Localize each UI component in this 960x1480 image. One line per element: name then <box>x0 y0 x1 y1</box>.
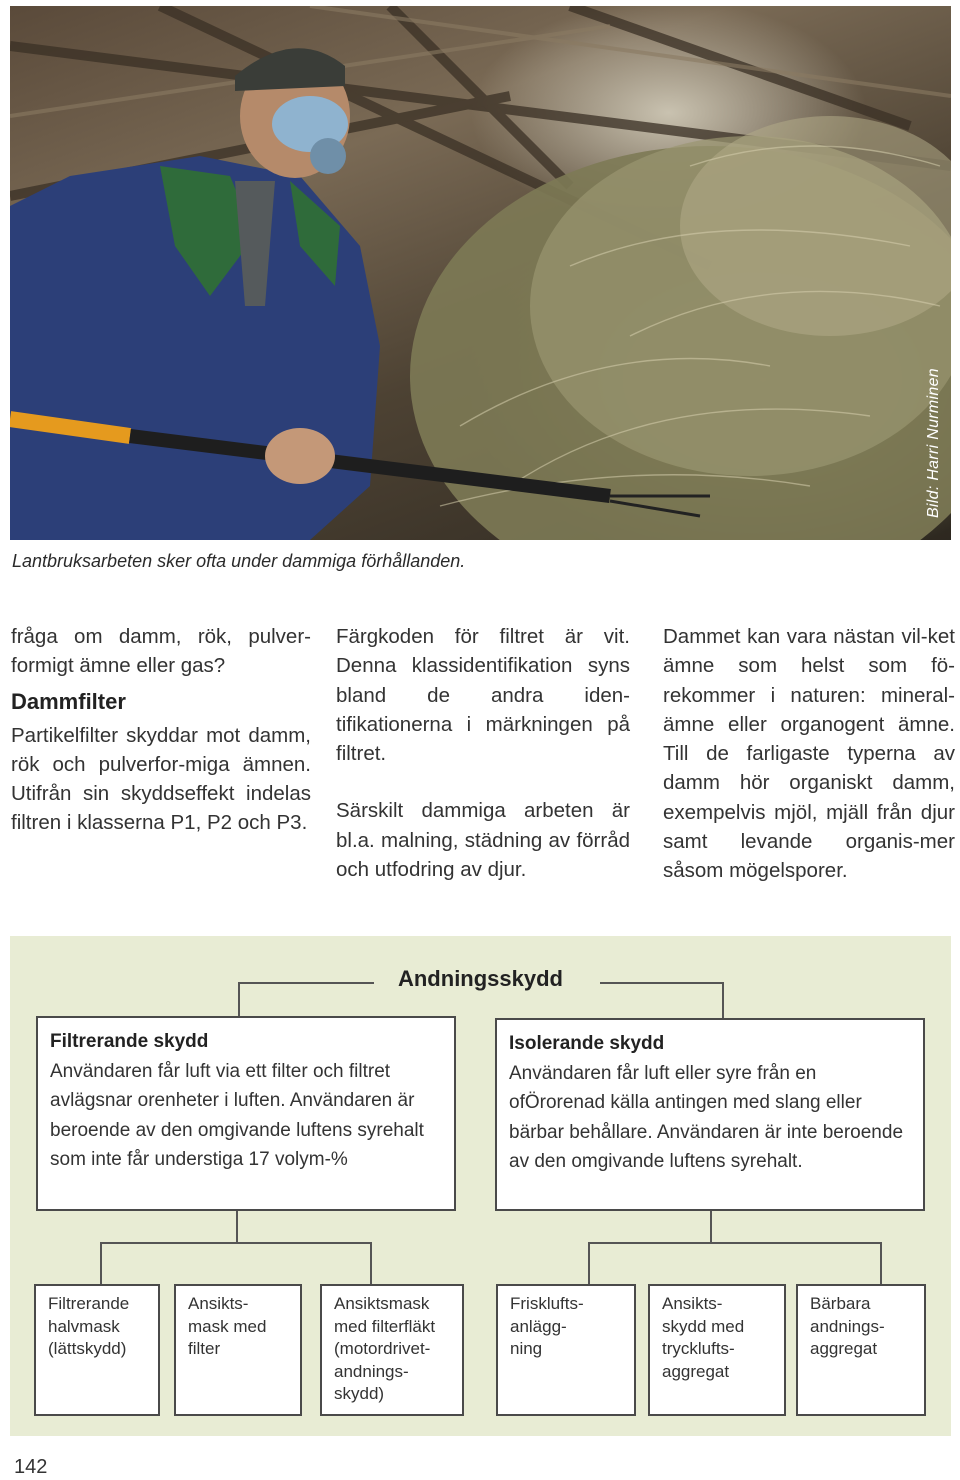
diagram-title: Andningsskydd <box>10 966 951 992</box>
text-column-1 <box>11 622 311 838</box>
photo-credit: Bild: Harri Nurminen <box>925 367 942 518</box>
text-column-2 <box>336 622 630 884</box>
type-box-ansiktsmask-filter: Ansikts- mask med filter <box>174 1284 302 1416</box>
paragraph: Färgkoden för filtret är vit. Denna klassidentifikation syns bland de andra iden-tifikationerna i märkningen på filtret. <box>336 625 630 766</box>
box-text: Användaren får luft eller syre från en ofÖrorenad källa antingen med slang eller bärbar behållare. Användaren är inte beroende av den omgivande luftens syrehalt. <box>509 1062 904 1172</box>
paragraph: Dammet kan vara nästan vil-ket ämne som helst som fö-rekommer i naturen: mineral-ämne eller organogent ämne. Till de farligaste typerna av damm hör organiskt damm, exempelvis mjöl, mjäll från djur samt levande organis-mer såsom mögelsporer. <box>663 625 955 883</box>
hay-barn-illustration <box>10 6 951 540</box>
type-box-friskluftsanlaggning: Frisklufts- anlägg- ning <box>496 1284 636 1416</box>
text-column-3 <box>663 622 955 886</box>
respiratory-protection-diagram <box>10 936 951 1436</box>
page-number: 142 <box>14 1456 48 1478</box>
filtrerande-skydd-box <box>36 1016 456 1211</box>
type-box-ansiktsmask-filterflakt: Ansiktsmask med filterfläkt (motordrivet- andnings- skydd) <box>320 1284 464 1416</box>
box-heading: Filtrerande skydd <box>50 1031 209 1052</box>
hero-photo <box>10 6 951 540</box>
isolerande-skydd-box <box>495 1018 925 1211</box>
photo-caption: Lantbruksarbeten sker ofta under dammiga förhållanden. <box>12 551 466 571</box>
box-text: Användaren får luft via ett filter och filtret avlägsnar orenheter i luften. Användaren är beroende av den omgivande luftens syrehalt som inte får understiga 17 volym-% <box>50 1060 424 1170</box>
paragraph: Särskilt dammiga arbeten är bl.a. malning, städning av förråd och utfodring av djur. <box>336 799 630 882</box>
section-heading: Dammfilter <box>11 688 126 714</box>
type-box-barbara-andningsaggregat: Bärbara andnings- aggregat <box>796 1284 926 1416</box>
paragraph: Partikelfilter skyddar mot damm, rök och pulverfor-miga ämnen. Utifrån sin skyddseffekt indelas filtren i klasserna P1, P2 och P3. <box>11 723 311 835</box>
type-box-filtrerande-halvmask: Filtrerande halvmask (lättskydd) <box>34 1284 160 1416</box>
type-box-ansiktsskydd-tryckluft: Ansikts- skydd med trycklufts- aggregat <box>648 1284 786 1416</box>
box-heading: Isolerande skydd <box>509 1033 665 1054</box>
paragraph: fråga om damm, rök, pulver-formigt ämne eller gas? <box>11 625 311 678</box>
